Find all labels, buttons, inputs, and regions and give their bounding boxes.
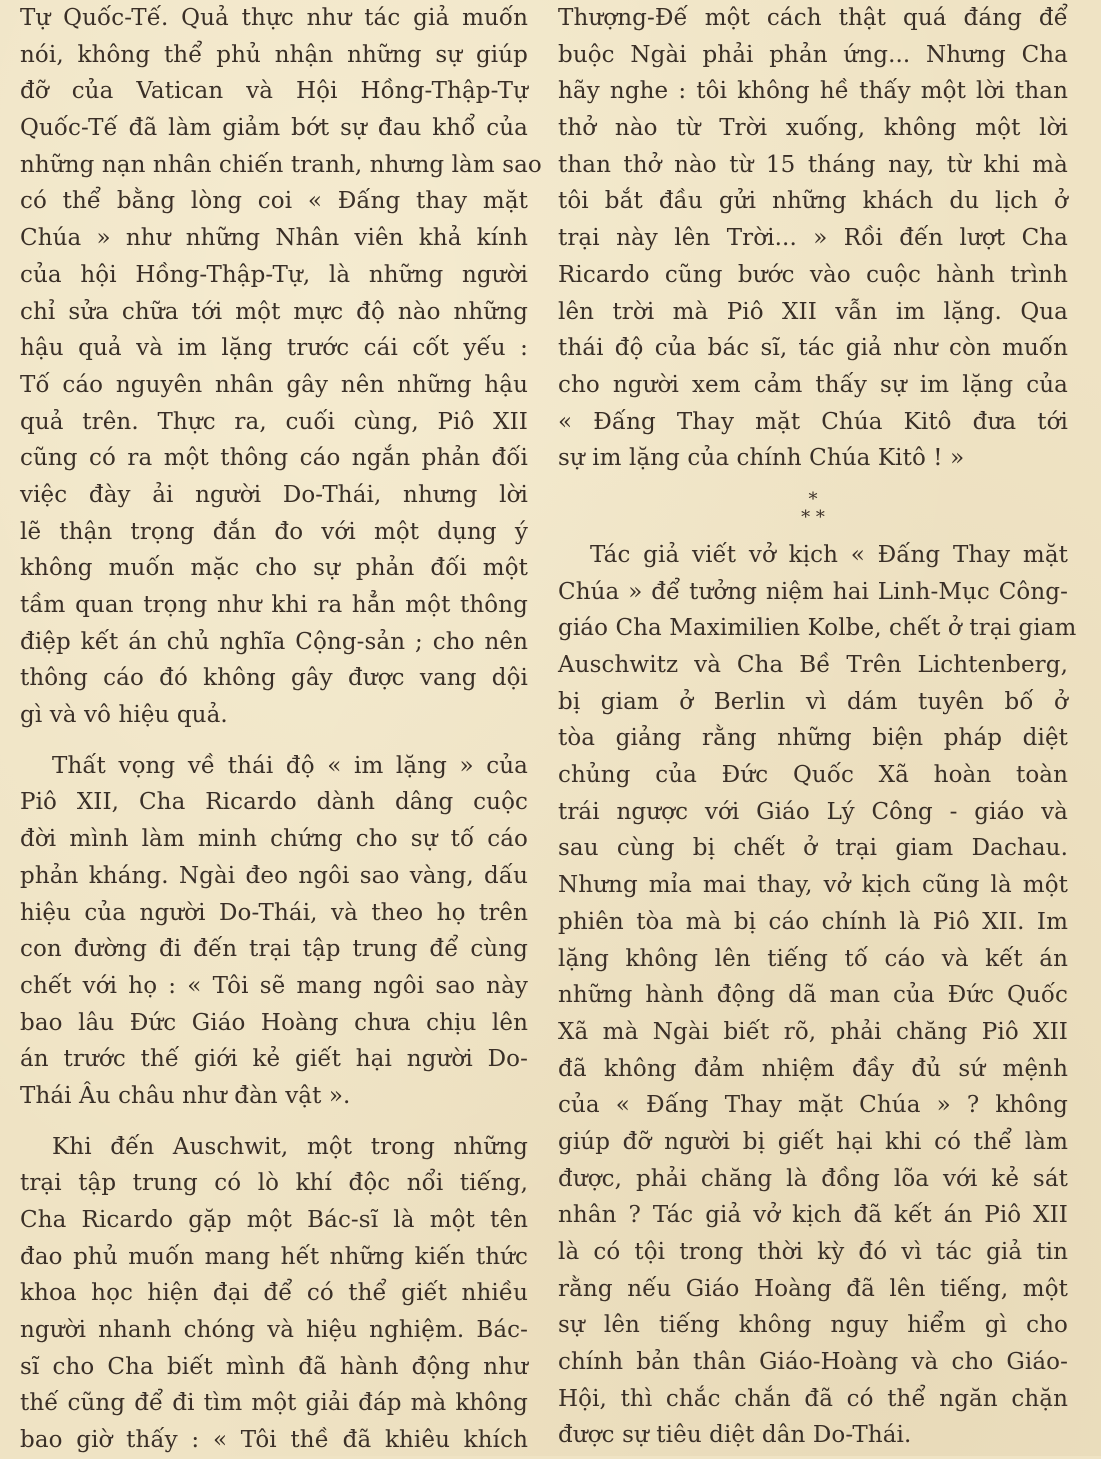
left-paragraph-1 — [20, 0, 542, 734]
text-line: chết với họ : « Tôi sẽ mang ngôi sao này — [20, 972, 528, 999]
text-line: lên trời mà Piô XII vẫn im lặng. Qua — [558, 298, 1068, 325]
text-line: không muốn mặc cho sự phản đối một — [20, 555, 528, 582]
text-line: chỉ sửa chữa tới một mực độ nào những — [20, 298, 528, 325]
text-line: hiệu của người Do-Thái, và theo họ trên — [20, 899, 528, 926]
text-line: lặng không lên tiếng tố cáo và kết án — [558, 945, 1068, 972]
text-line: thái độ của bác sĩ, tác giả như còn muốn — [558, 335, 1068, 362]
text-line: việc đày ải người Do-Thái, nhưng lời — [20, 481, 528, 508]
text-line: sự lên tiếng không nguy hiểm gì cho — [558, 1312, 1068, 1339]
text-line: rằng nếu Giáo Hoàng đã lên tiếng, một — [558, 1275, 1068, 1302]
text-line: trái ngược với Giáo Lý Công - giáo và — [558, 798, 1068, 825]
text-line: Quốc-Tế đã làm giảm bớt sự đau khổ của — [20, 115, 528, 142]
text-line: Auschwitz và Cha Bề Trên Lichtenberg, — [558, 652, 1068, 678]
text-line: Thượng-Đế một cách thật quá đáng để — [558, 5, 1068, 31]
text-line: đã không đảm nhiệm đầy đủ sứ mệnh — [558, 1055, 1068, 1082]
text-line: sự im lặng của chính Chúa Kitô ! » — [558, 445, 965, 472]
text-line: bao lâu Đức Giáo Hoàng chưa chịu lên — [20, 1009, 528, 1036]
text-line: nói, không thể phủ nhận những sự giúp — [20, 41, 528, 68]
text-line: hãy nghe : tôi không hề thấy một lời than — [558, 78, 1068, 105]
asterisk-bottom: * * — [801, 506, 825, 528]
left-column — [20, 0, 542, 1459]
text-line: Chúa » như những Nhân viên khả kính — [20, 225, 528, 252]
text-line: bao giờ thấy : « Tôi thề đã khiêu khích — [20, 1427, 528, 1454]
text-line: Piô XII, Cha Ricardo dành dâng cuộc — [20, 789, 528, 816]
left-paragraph-3 — [20, 1129, 528, 1459]
section-break-asterisks — [558, 488, 1068, 528]
text-line: thông cáo đó không gây được vang dội — [20, 665, 528, 692]
text-line: giúp đỡ người bị giết hại khi có thể làm — [558, 1128, 1068, 1155]
text-line: than thở nào từ 15 tháng nay, từ khi mà — [558, 151, 1068, 178]
text-line: đao phủ muốn mang hết những kiến thức — [20, 1243, 528, 1270]
text-line: có thể bằng lòng coi « Đấng thay mặt — [20, 188, 528, 215]
text-line: hậu quả và im lặng trước cái cốt yếu : — [20, 335, 528, 362]
text-line: Xã mà Ngài biết rõ, phải chăng Piô XII — [558, 1018, 1068, 1045]
right-column — [558, 0, 1077, 1454]
text-line: Chúa » để tưởng niệm hai Linh-Mục Công- — [558, 578, 1068, 605]
text-line: cũng có ra một thông cáo ngắn phản đối — [20, 445, 528, 472]
text-line: những hành động dã man của Đức Quốc — [558, 982, 1068, 1009]
text-line: Thất vọng về thái độ « im lặng » của — [52, 752, 528, 779]
text-line: tầm quan trọng như khi ra hẳn một thông — [20, 592, 528, 618]
text-line: Nhưng mỉa mai thay, vở kịch cũng là một — [558, 872, 1068, 899]
text-line: người nhanh chóng và hiệu nghiệm. Bác- — [20, 1317, 528, 1344]
text-line: phiên tòa mà bị cáo chính là Piô XII. Im — [558, 908, 1068, 935]
text-line: trại tập trung có lò khí độc nổi tiếng, — [20, 1170, 528, 1197]
text-line: được sự tiêu diệt dân Do-Thái. — [558, 1422, 912, 1449]
text-line: lẽ thận trọng đắn đo với một dụng ý — [20, 518, 528, 545]
text-line: tòa giảng rằng những biện pháp diệt — [558, 725, 1068, 752]
text-line: Hội, thì chắc chắn đã có thể ngăn chặn — [558, 1385, 1068, 1412]
text-line: đời mình làm minh chứng cho sự tố cáo — [20, 826, 528, 853]
text-line: Thái Âu châu như đàn vật ». — [20, 1082, 351, 1109]
text-line: chính bản thân Giáo-Hoàng và cho Giáo- — [558, 1349, 1068, 1376]
asterisk-top: * — [808, 488, 818, 510]
text-line: bị giam ở Berlin vì dám tuyên bố ở — [558, 688, 1068, 715]
text-line: những nạn nhân chiến tranh, nhưng làm sao — [20, 151, 542, 178]
text-line: Tố cáo nguyên nhân gây nên những hậu — [20, 371, 528, 398]
text-line: con đường đi đến trại tập trung để cùng — [20, 936, 528, 963]
text-line: thế cũng để đi tìm một giải đáp mà không — [20, 1390, 528, 1417]
text-line: giáo Cha Maximilien Kolbe, chết ở trại giam — [558, 615, 1077, 642]
text-line: gì và vô hiệu quả. — [20, 702, 228, 729]
text-line: sau cùng bị chết ở trại giam Dachau. — [558, 835, 1068, 862]
text-line: Tác giả viết vở kịch « Đấng Thay mặt — [590, 541, 1068, 568]
text-line: của « Đấng Thay mặt Chúa » ? không — [558, 1092, 1068, 1119]
text-line: chủng của Đức Quốc Xã hoàn toàn — [558, 762, 1068, 789]
text-line: quả trên. Thực ra, cuối cùng, Piô XII — [20, 408, 528, 435]
text-line: thở nào từ Trời xuống, không một lời — [558, 115, 1068, 142]
text-line: là có tội trong thời kỳ đó vì tác giả tin — [558, 1239, 1068, 1265]
text-line: đỡ của Vatican và Hội Hồng-Thập-Tự — [20, 78, 528, 105]
left-paragraph-2 — [20, 748, 528, 1115]
text-line: sĩ cho Cha biết mình đã hành động như — [20, 1353, 528, 1380]
text-line: án trước thế giới kẻ giết hại người Do- — [20, 1046, 528, 1073]
text-line: khoa học hiện đại để có thể giết nhiều — [20, 1280, 528, 1307]
text-line: Khi đến Auschwit, một trong những — [52, 1133, 528, 1160]
text-line: buộc Ngài phải phản ứng... Nhưng Cha — [558, 41, 1068, 68]
text-line: Tự Quốc-Tế. Quả thực như tác giả muốn — [20, 5, 528, 31]
right-paragraph-1 — [558, 0, 1068, 477]
text-line: cho người xem cảm thấy sự im lặng của — [558, 371, 1068, 398]
text-line: phản kháng. Ngài đeo ngôi sao vàng, dấu — [20, 862, 528, 889]
text-line: được, phải chăng là đồng lõa với kẻ sát — [558, 1165, 1068, 1192]
text-line: « Đấng Thay mặt Chúa Kitô đưa tới — [558, 408, 1068, 435]
text-line: tôi bắt đầu gửi những khách du lịch ở — [558, 188, 1068, 215]
text-line: Ricardo cũng bước vào cuộc hành trình — [558, 261, 1068, 288]
text-line: Cha Ricardo gặp một Bác-sĩ là một tên — [20, 1207, 528, 1233]
text-line: nhân ? Tác giả vở kịch đã kết án Piô XII — [558, 1202, 1068, 1229]
right-paragraph-2 — [558, 537, 1077, 1454]
text-line: của hội Hồng-Thập-Tự, là những người — [20, 261, 528, 288]
text-line: trại này lên Trời... » Rồi đến lượt Cha — [558, 225, 1068, 252]
text-line: điệp kết án chủ nghĩa Cộng-sản ; cho nên — [20, 628, 528, 655]
